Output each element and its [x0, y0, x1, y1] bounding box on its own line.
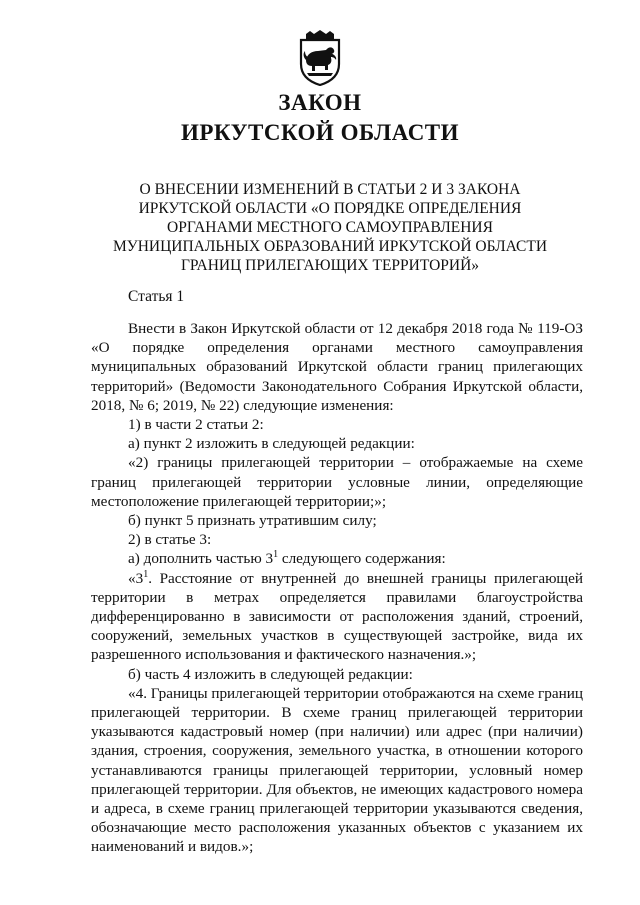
paragraph: б) часть 4 изложить в следующей редакции:: [128, 665, 413, 683]
paragraph: [91, 569, 583, 665]
subtitle-line: МУНИЦИПАЛЬНЫХ ОБРАЗОВАНИЙ ИРКУТСКОЙ ОБЛАСТИ: [112, 238, 548, 255]
subtitle-line: ИРКУТСКОЙ ОБЛАСТИ «О ПОРЯДКЕ ОПРЕДЕЛЕНИЯ: [138, 200, 522, 217]
title-line-2: ИРКУТСКОЙ ОБЛАСТИ: [180, 120, 460, 145]
article-body: [91, 319, 583, 857]
superscript: 1: [273, 549, 279, 561]
subtitle-line: О ВНЕСЕНИИ ИЗМЕНЕНИЙ В СТАТЬИ 2 И 3 ЗАКОНА: [139, 181, 521, 198]
subtitle-line: ОРГАНАМИ МЕСТНОГО САМОУПРАВЛЕНИЯ: [167, 219, 493, 236]
paragraph: 1) в части 2 статьи 2:: [128, 416, 264, 434]
paragraph: «2) границы прилегающей территории – отображаемые на схеме границ прилегающей территории условные линии, определяющие местоположение прилегающей территории;»;: [91, 454, 583, 510]
paragraph: 2) в статье 3:: [128, 531, 212, 549]
law-title: [0, 88, 640, 148]
paragraph: «4. Границы прилегающей территории отображаются на схеме границ прилегающей территории. В схеме границ прилегающей территории указываются кадастровый номер (при наличии) или адрес (при наличии) здания, строения, сооружения, земельного участка, в отношении которого устанавливаются границы прилегающей территории, условный номер прилегающей территории. Для объектов, не имеющих кадастрового номера и адреса, в схеме границ прилегающей территории указываются сведения, обозначающие место расположения указанных объектов с указанием их наименований и видов.»;: [91, 684, 584, 856]
paragraph: Внести в Закон Иркутской области от 12 декабря 2018 года № 119-ОЗ «О порядке определения органами местного самоуправления муниципальных образований Иркутской области границ прилегающих территорий» (Ведомости Законодательного Собрания Иркутской области, 2018, № 6; 2019, № 22) следующие изменения:: [91, 320, 583, 414]
paragraph: б) пункт 5 признать утратившим силу;: [128, 512, 377, 530]
paragraph-text: а) дополнить частью 3: [128, 550, 274, 568]
law-subtitle: [60, 180, 600, 275]
title-line-1: ЗАКОН: [278, 90, 362, 115]
subtitle-line: ГРАНИЦ ПРИЛЕГАЮЩИХ ТЕРРИТОРИЙ»: [180, 257, 480, 274]
article-label: Статья 1: [128, 288, 185, 305]
paragraph-text: «3: [128, 569, 144, 587]
paragraph: а) пункт 2 изложить в следующей редакции:: [128, 435, 415, 453]
superscript: 1: [143, 568, 149, 580]
paragraph-text: . Расстояние от внутренней до внешней границы прилегающей территории в метрах определяется правилами благоустройства дифференцированно в зависимости от расположения зданий, строений, сооружений, земельных участков в существующей застройке, вида их разрешенного использования и фактического назначения.»;: [91, 569, 583, 664]
irkutsk-coat-of-arms-icon: [297, 30, 343, 86]
paragraph: [91, 549, 583, 568]
paragraph-text: следующего содержания:: [278, 550, 446, 568]
